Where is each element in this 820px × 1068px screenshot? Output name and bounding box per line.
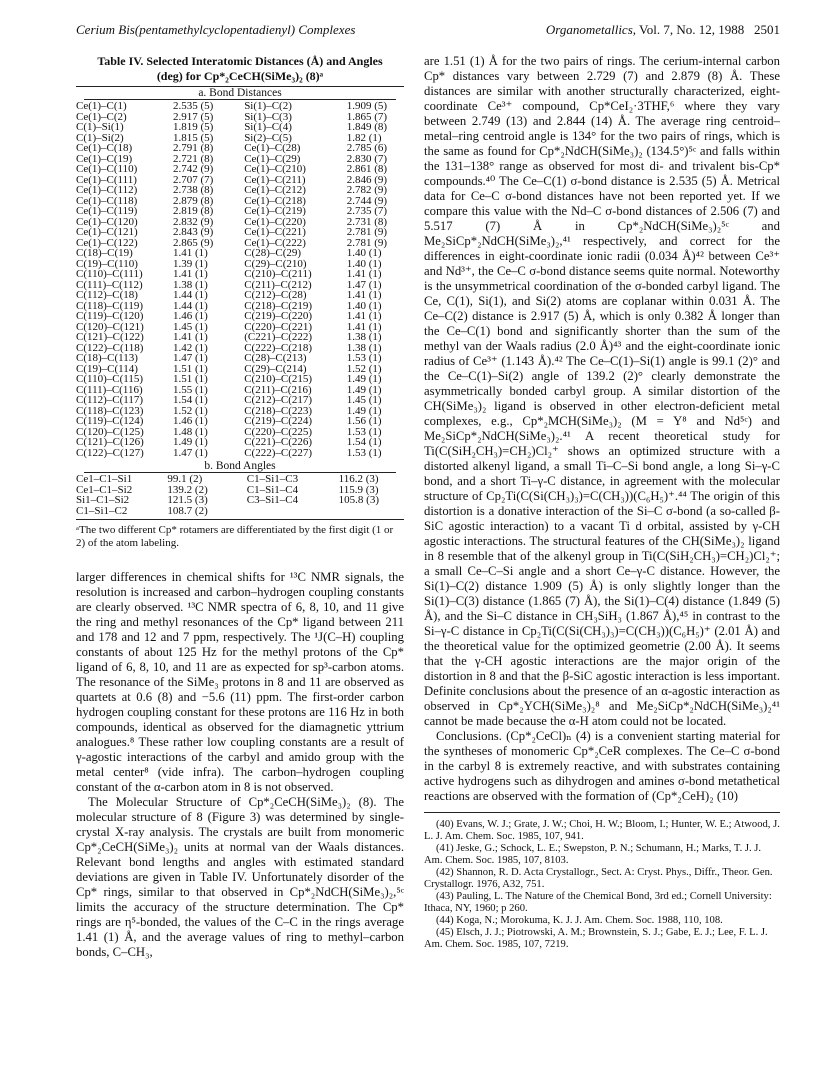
bond-value: 116.2 (3) xyxy=(338,473,379,485)
paragraph: The Molecular Structure of Cp*₂CeCH(SiMe₃)₂ (8). The molecular structure of 8 (Figure 3) was determined by single-crystal X-ray analysis. The crystals are built from monomeric Cp*₂CeCH(SiMe₃)₂ units at normal van der Waals distances. Relevant bond lengths and angles with estimated standard deviations are given in Table IV. Unfortunately disorder of the Cp* rings, similar to that observed in Cp*₂NdCH(SiMe₃)₂,⁵ᶜ limits the accuracy of the structure determination. The Cp* rings are η⁵-bonded, the values of the C–C in the rings average 1.41 (1) Å, and the average values of ring to methyl–carbon bonds, C–CH₃, xyxy=(76,795,404,959)
bond-value: 105.8 (3) xyxy=(338,494,379,506)
bond-label: Ce(1)–C(28) xyxy=(244,142,301,154)
bond-label: C(220)–C(221) xyxy=(244,320,313,333)
table-row xyxy=(76,185,404,196)
bond-value: 2.735 (7) xyxy=(346,205,388,217)
bond-label: C(219)–C(224) xyxy=(244,415,313,427)
bond-label: C(222)–C(227) xyxy=(244,446,313,459)
bond-value: 1.40 (1) xyxy=(346,299,382,312)
table-row xyxy=(76,448,404,459)
bond-value: 2.782 (9) xyxy=(346,184,388,196)
page-header xyxy=(76,22,780,40)
bond-label: C(118)–C(119) xyxy=(76,299,144,312)
bond-value: 1.44 (1) xyxy=(172,299,208,312)
bond-label: C(211)–C(212) xyxy=(244,278,312,291)
table-row xyxy=(76,164,404,175)
bond-value: 1.52 (1) xyxy=(172,404,208,417)
bond-value: 1.48 (1) xyxy=(172,425,208,438)
bond-label: C(19)–C(114) xyxy=(76,362,138,375)
bond-value: 1.39 (1) xyxy=(172,257,208,270)
bond-label: Si(1)–C(2) xyxy=(244,100,292,112)
bond-label: C(29)–C(210) xyxy=(244,257,307,270)
bond-value: 2.832 (9) xyxy=(172,215,214,228)
bond-label: C(220)–C(225) xyxy=(244,425,313,438)
bond-value: 1.41 (1) xyxy=(346,310,382,322)
bond-value: 1.849 (8) xyxy=(346,121,388,133)
bond-label: Ce(1)–C(212) xyxy=(244,184,306,196)
bond-label: Ce(1)–C(111) xyxy=(76,173,137,186)
bond-value: 2.781 (9) xyxy=(346,236,388,249)
table-row xyxy=(76,206,404,217)
bond-value: 139.2 (2) xyxy=(167,483,208,496)
bond-value: 1.82 (1) xyxy=(346,131,382,144)
bond-value: 1.54 (1) xyxy=(346,436,382,448)
bond-label: C(28)–C(29) xyxy=(244,247,302,259)
bond-value: 1.819 (5) xyxy=(172,121,214,133)
bond-value: 115.9 (3) xyxy=(338,483,379,496)
bond-value: 2.744 (9) xyxy=(346,194,388,207)
bond-label: C1–Si1–C4 xyxy=(246,483,299,496)
bond-value: 1.49 (1) xyxy=(346,373,382,385)
table-row xyxy=(76,269,404,280)
bond-value: 1.41 (1) xyxy=(172,247,208,259)
bond-label: C(18)–C(19) xyxy=(76,247,133,259)
bond-value: 1.46 (1) xyxy=(172,310,208,322)
bond-value: 1.45 (1) xyxy=(346,394,382,406)
bond-value xyxy=(337,506,404,517)
bond-value: 2.731 (8) xyxy=(346,215,388,228)
bond-label: Ce(1)–C(19) xyxy=(76,152,133,165)
bond-value: 2.707 (7) xyxy=(172,173,214,186)
bond-label: C(120)–C(125) xyxy=(76,425,144,438)
bond-label: C(28)–C(213) xyxy=(244,352,307,364)
bond-label: Si(1)–C(4) xyxy=(244,121,292,133)
bond-label: Ce(1)–C(18) xyxy=(76,142,133,154)
table-row xyxy=(76,332,404,343)
bond-value: 1.38 (1) xyxy=(346,341,382,354)
reference-entry: (40) Evans, W. J.; Grate, J. W.; Choi, H. W.; Bloom, I.; Hunter, W. E.; Atwood, J. L. J. Am. Chem. Soc. 1985, 107, 941. xyxy=(424,819,780,842)
reference-entry: (43) Pauling, L. The Nature of the Chemical Bond, 3rd ed.; Cornell University: Ithaca, NY, 1960; p 260. xyxy=(424,891,772,914)
bond-value: 1.41 (1) xyxy=(172,331,208,343)
paragraph: Conclusions. (Cp*₂CeCl)ₙ (4) is a convenient starting material for the syntheses of monomeric Cp*₂CeR complexes. The Ce–C σ-bond in the carbyl 8 is extremely reactive, and with substrates containing active hydrogens such as dihydrogen and amines σ-bond metathetical reactions are observed with the formation of (Cp*₂CeH)₂ (10) xyxy=(424,729,780,803)
table-caption xyxy=(76,54,404,84)
bond-value: 1.42 (1) xyxy=(172,341,208,354)
bond-value: 2.830 (7) xyxy=(346,152,388,165)
right-column xyxy=(424,54,780,951)
bond-label: C(212)–C(28) xyxy=(244,289,307,301)
bond-value: 1.40 (1) xyxy=(346,247,382,259)
bond-value: 1.49 (1) xyxy=(172,436,208,448)
bond-label: Si(1)–C(3) xyxy=(244,110,292,123)
bond-angles-table xyxy=(76,474,404,516)
bond-value: 1.45 (1) xyxy=(172,320,208,333)
bond-label: Ce(1)–C(112) xyxy=(76,184,138,196)
bond-value: 1.47 (1) xyxy=(172,446,208,459)
bond-label: Ce(1)–C(2) xyxy=(76,110,127,123)
bond-label: C(1)–Si(2) xyxy=(76,131,124,144)
bond-label: Ce(1)–C(122) xyxy=(76,236,138,249)
table-section-distances: a. Bond Distances xyxy=(198,87,282,99)
bond-value: 1.41 (1) xyxy=(346,268,382,280)
bond-value: 1.53 (1) xyxy=(346,425,382,438)
bond-label: Ce(1)–C(119) xyxy=(76,205,138,217)
bond-value: 2.738 (8) xyxy=(172,184,214,196)
bond-label: Ce(1)–C(218) xyxy=(244,194,306,207)
bond-label: C(110)–C(111) xyxy=(76,268,143,280)
bond-label: C(210)–C(211) xyxy=(244,268,312,280)
table-row xyxy=(76,416,404,427)
bond-label: Ce(1)–C(222) xyxy=(244,236,306,249)
bond-value: 1.865 (7) xyxy=(346,110,388,123)
table-row xyxy=(76,437,404,448)
bond-value: 2.781 (9) xyxy=(346,226,388,238)
table-bottom-rule xyxy=(76,519,404,520)
table-row xyxy=(76,101,404,112)
bond-label: C(111)–C(112) xyxy=(76,278,143,291)
bond-value: 1.51 (1) xyxy=(172,362,208,375)
left-column xyxy=(76,54,404,960)
bond-value: 1.38 (1) xyxy=(172,278,208,291)
table-row xyxy=(76,474,404,485)
paragraph: are 1.51 (1) Å for the two pairs of rings. The cerium-internal carbon Cp* distances vary between 2.729 (7) and 2.879 (8) Å. These distances are similar with another structurally characterized, eight-coordinate Ce³⁺ compound, Cp*CeI₂·3THF,⁶ where they vary between 2.749 (13) and 2.844 (14) Å. The average ring centroid–metal–ring centroid angle is 134° for the two pairs of rings, which is the same as found for Cp*₂NdCH(SiMe₃)₂ (134.5°)⁵ᶜ and falls within the 131–138° range as observed for most di- and trivalent bis-Cp* compounds.⁴⁰ The Ce–C(1) σ-bond distance is 2.535 (5) Å. Metrical data for Ce–C σ-bond distances have not been reported yet. If we compare this value with the Nd–C σ-bond distances of 2.506 (7) and 5.517 (7) Å in Cp*₂NdCH(SiMe₃)₂⁵ᶜ and Me₂SiCp*₂NdCH(SiMe₃)₂,⁴¹ respectively, and correct for the differences in eight-coordinate ionic radii (0.034 Å)⁴² between Ce³⁺ and Nd³⁺, the Ce–C σ-bond distance seems quite normal. Noteworthy is the unsymmetrical coordination of the σ-bonded carbyl ligand. The Ce, C(1), Si(1), and Si(2) atoms are coplanar within 0.031 Å. The Ce–C(2) distance is 2.917 (5) Å, which is only 0.382 Å longer than the Ce–C(1) bond and significantly shorter than the sum of the methyl van der Waals radius (2.0 Å)⁴³ and the eight-coordinate ionic radius of Ce³⁺ (1.143 Å).⁴² The Ce–C(1)–Si(1) angle is 99.1 (2)° and the Ce–C(1)–Si(2) angle of 139.2 (2)° clearly demonstrate the asymmetrically bonded carbyl group. A similar distortion of the CH(SiMe₃)₂ ligand is observed in other electron-deficient metal complexes, e.g., Cp*₂MCH(SiMe₃)₂ (M = Y⁸ and Nd⁵ᶜ) and Me₂SiCp*₂NdCH(SiMe₃)₂.⁴¹ A recent theoretical study for Ti(C(SiH₂CH₃)=CH₂)Cl₂⁺ shows an optimized structure with a distorted alkenyl ligand, a small Ti–C–Si bond angle, a long Si–γ-C bond, and a short Ti–γ-C distance, in agreement with the molecular structure of Cp₂Ti(C(Si(CH₃)₃)=C(CH₃))(C₆H₅)⁺.⁴⁴ The origin of this distortion is a donative interaction of the Si–C σ-bond (a so-called β-SiC agostic interaction) to a vacant Ti d orbital, assisted by γ-CH agostic interactions. The structural features of the CH(SiMe₃)₂ ligand in 8 resemble that of the alkenyl group in Ti(C(SiH₂CH₃)=CH₂)Cl₂⁺; a small Ce–C–Si angle and a short Ce–γ-C distance. However, the Si(1)–C(2) distance 1.909 (5) Å) is only slightly longer than the Si(1)–C(3) distance (1.865 (7) Å), the Si(1)–C(4) distance (1.849 (5) Å), and the Si–C distance in CH₃SiH₃ (1.867 Å),⁴⁵ in contrast to the Si–γ-C distance in Cp₂Ti(C(Si(CH₃)₃)=C(CH₃))(C₆H₅)⁺ (2.01 Å) and the theoretical value for the optimized geometrie (2.00 Å). It seems that the γ-CH agostic interactions are the major origin of the distortion in 8 and that the β-SiC agostic interaction is less important. Definite conclusions about the presence of an α-agostic interaction as observed in Cp*₂YCH(SiMe₃)₂⁸ and Me₂SiCp*₂NdCH(SiMe₃)₂⁴¹ cannot be made because the α-H atom could not be located. xyxy=(424,54,780,728)
table-caption-line-1: Table IV. Selected Interatomic Distances (Å) and Angles xyxy=(97,54,383,68)
bond-value: 2.879 (8) xyxy=(172,194,214,207)
bond-value: 1.47 (1) xyxy=(346,278,382,291)
bond-label: Ce(1)–C(219) xyxy=(244,205,306,217)
bond-value: 2.846 (9) xyxy=(346,173,388,186)
table-footnote: ᵃThe two different Cp* rotamers are differentiated by the first digit (1 or 2) of the atom labeling. xyxy=(76,524,394,549)
reference-entry: (42) Shannon, R. D. Acta Crystallogr., Sect. A: Cryst. Phys., Diffr., Theor. Gen. Crystallogr. 1976, A32, 751. xyxy=(424,867,773,890)
journal-citation xyxy=(546,22,780,38)
bond-label: Ce(1)–C(221) xyxy=(244,226,306,238)
bond-label: Ce(1)–C(29) xyxy=(244,152,301,165)
bond-value: 2.917 (5) xyxy=(172,110,214,123)
bond-label: Ce(1)–C(118) xyxy=(76,194,138,207)
paragraph: larger differences in chemical shifts for ¹³C NMR signals, the resolution is increased and carbon–hydrogen coupling constants are clearly observed. ¹³C NMR spectra of 6, 8, 10, and 11 give the ring and methyl resonances of the Cp* ligand between 211 and 178 and 12 and 7 ppm, respectively. The ¹J(C–H) coupling constants of about 125 Hz for the methyl protons of the Cp* ligand of 6, 8, 10, and 11 are as expected for sp³-carbon atoms. The resonance of the SiMe₃ protons in 8 and 11 are observed as quartets at 0.6 (8) and −5.6 (11) ppm. The first-order carbon hydrogen coupling constant for these protons are 116 Hz in both compounds, identical as observed for the diamagnetic yttrium analogues.⁸ These rather low coupling constants are a result of γ-agostic interactions of the carbyl and amido group with the metal center⁸ (vide infra). The carbon–hydrogen coupling constant of the α-carbon atom in 8 is not observed. xyxy=(76,570,404,794)
bond-label: C(1)–Si(1) xyxy=(76,121,124,133)
table-row xyxy=(76,122,404,133)
journal-name: Organometallics, xyxy=(545,22,637,37)
bond-value: 1.53 (1) xyxy=(346,352,382,364)
bond-value: 1.51 (1) xyxy=(172,373,208,385)
bond-value: 1.38 (1) xyxy=(346,331,382,343)
bond-label: C(119)–C(120) xyxy=(76,310,144,322)
bond-value: 1.47 (1) xyxy=(172,352,208,364)
bond-label: C(218)–C(223) xyxy=(244,404,313,417)
bond-value: 1.41 (1) xyxy=(346,320,382,333)
bond-label: Ce(1)–C(220) xyxy=(244,215,306,228)
bond-value: 2.865 (9) xyxy=(172,236,214,249)
bond-label: C(111)–C(116) xyxy=(76,383,143,396)
bond-value: 2.819 (8) xyxy=(172,205,214,217)
bond-label: C(19)–C(110) xyxy=(76,257,138,270)
bond-value: 1.55 (1) xyxy=(172,383,208,396)
bond-label: Ce(1)–C(1) xyxy=(76,100,127,112)
bond-label: C(119)–C(124) xyxy=(76,415,144,427)
bond-value: 2.742 (9) xyxy=(172,163,214,175)
bond-value: 1.44 (1) xyxy=(172,289,208,301)
table-row xyxy=(76,506,404,517)
bond-label: Ce1–C1–Si1 xyxy=(76,473,133,485)
bond-label: Ce(1)–C(121) xyxy=(76,226,138,238)
bond-value: 1.41 (1) xyxy=(346,289,382,301)
bond-label: C3–Si1–C4 xyxy=(246,494,299,506)
reference-entry: (44) Koga, N.; Morokuma, K. J. J. Am. Chem. Soc. 1988, 110, 108. xyxy=(436,915,723,926)
table-row xyxy=(76,143,404,154)
bond-label: Ce1–C1–Si2 xyxy=(76,483,133,496)
bond-value: 1.41 (1) xyxy=(172,268,208,280)
bond-label: C(211)–C(216) xyxy=(244,383,312,396)
table-row xyxy=(76,227,404,238)
bond-label: Ce(1)–C(211) xyxy=(244,173,306,186)
bond-label: C(120)–C(121) xyxy=(76,320,144,333)
bond-value: 1.56 (1) xyxy=(346,415,382,427)
bond-value: 2.535 (5) xyxy=(172,100,214,112)
bond-label: Si1–C1–Si2 xyxy=(76,494,130,506)
table-section-angles: b. Bond Angles xyxy=(204,460,276,472)
bond-value: 1.909 (5) xyxy=(346,100,388,112)
table-row xyxy=(76,374,404,385)
bond-value: 1.40 (1) xyxy=(346,257,382,270)
bond-value: 2.785 (6) xyxy=(346,142,388,154)
bond-value: 121.5 (3) xyxy=(167,494,208,506)
bond-label: C(122)–C(118) xyxy=(76,341,144,354)
journal-volume: Vol. 7, No. 12, 1988 xyxy=(636,22,745,37)
bond-label: Ce(1)–C(120) xyxy=(76,215,138,228)
bond-label: C(219)–C(220) xyxy=(244,310,313,322)
bond-label: C(29)–C(214) xyxy=(244,362,307,375)
bond-label: Si(2)–C(5) xyxy=(244,131,292,144)
bond-label: (C221)–C(222) xyxy=(244,331,313,343)
running-title: Cerium Bis(pentamethylcyclopentadienyl) Complexes xyxy=(76,22,356,37)
bond-label: C1–Si1–C2 xyxy=(76,504,128,517)
bond-label: C(210)–C(215) xyxy=(244,373,313,385)
bond-label: C(110)–C(115) xyxy=(76,373,144,385)
bond-label: C(112)–C(117) xyxy=(76,394,144,406)
bond-label xyxy=(233,506,337,517)
bond-value: 99.1 (2) xyxy=(167,473,203,485)
page-number: 2501 xyxy=(754,22,780,37)
table-row xyxy=(76,311,404,322)
bond-value: 2.721 (8) xyxy=(172,152,214,165)
bond-value: 1.46 (1) xyxy=(172,415,208,427)
bond-label: C1–Si1–C3 xyxy=(246,473,299,485)
bond-value: 1.52 (1) xyxy=(346,362,382,375)
right-body-text xyxy=(424,54,780,804)
bond-distances-table xyxy=(76,101,404,458)
bond-value: 1.49 (1) xyxy=(346,383,382,396)
table-row xyxy=(76,248,404,259)
table-row xyxy=(76,395,404,406)
table-row xyxy=(76,290,404,301)
bond-label: C(112)–C(18) xyxy=(76,289,138,301)
bond-label: C(221)–C(226) xyxy=(244,436,313,448)
bond-label: C(218)–C(219) xyxy=(244,299,313,312)
bond-value: 1.49 (1) xyxy=(346,404,382,417)
table-caption-line-2: (deg) for Cp*₂CeCH(SiMe₃)₂ (8)ᵃ xyxy=(156,69,324,83)
table-row xyxy=(76,495,404,506)
bond-label: Ce(1)–C(110) xyxy=(76,163,138,175)
bond-label: C(122)–C(127) xyxy=(76,446,144,459)
left-body-text xyxy=(76,570,404,960)
bond-value: 2.843 (9) xyxy=(172,226,214,238)
bond-value: 1.54 (1) xyxy=(172,394,208,406)
table-row xyxy=(76,353,404,364)
reference-entry: (41) Jeske, G.; Schock, L. E.; Swepston, P. N.; Schumann, H.; Marks, T. J. J. Am. Chem. Soc. 1985, 107, 8103. xyxy=(424,843,762,866)
bond-label: C(118)–C(123) xyxy=(76,404,144,417)
bond-label: C(212)–C(217) xyxy=(244,394,313,406)
bond-label: C(121)–C(122) xyxy=(76,331,144,343)
bond-label: C(121)–C(126) xyxy=(76,436,144,448)
bond-label: Ce(1)–C(210) xyxy=(244,163,306,175)
reference-entry: (45) Elsch, J. J.; Piotrowski, A. M.; Brownstein, S. J.; Gabe, E. J.; Lee, F. L. J. Am. Chem. Soc. 1985, 107, 7219. xyxy=(424,927,768,950)
bond-value: 1.53 (1) xyxy=(346,446,382,459)
bond-value: 108.7 (2) xyxy=(167,504,208,517)
bond-label: C(18)–C(113) xyxy=(76,352,138,364)
bond-value: 2.791 (8) xyxy=(172,142,214,154)
bond-value: 2.861 (8) xyxy=(346,163,388,175)
references xyxy=(424,812,780,951)
bond-value: 1.815 (5) xyxy=(172,131,214,144)
bond-label: C(222)–C(218) xyxy=(244,341,313,354)
